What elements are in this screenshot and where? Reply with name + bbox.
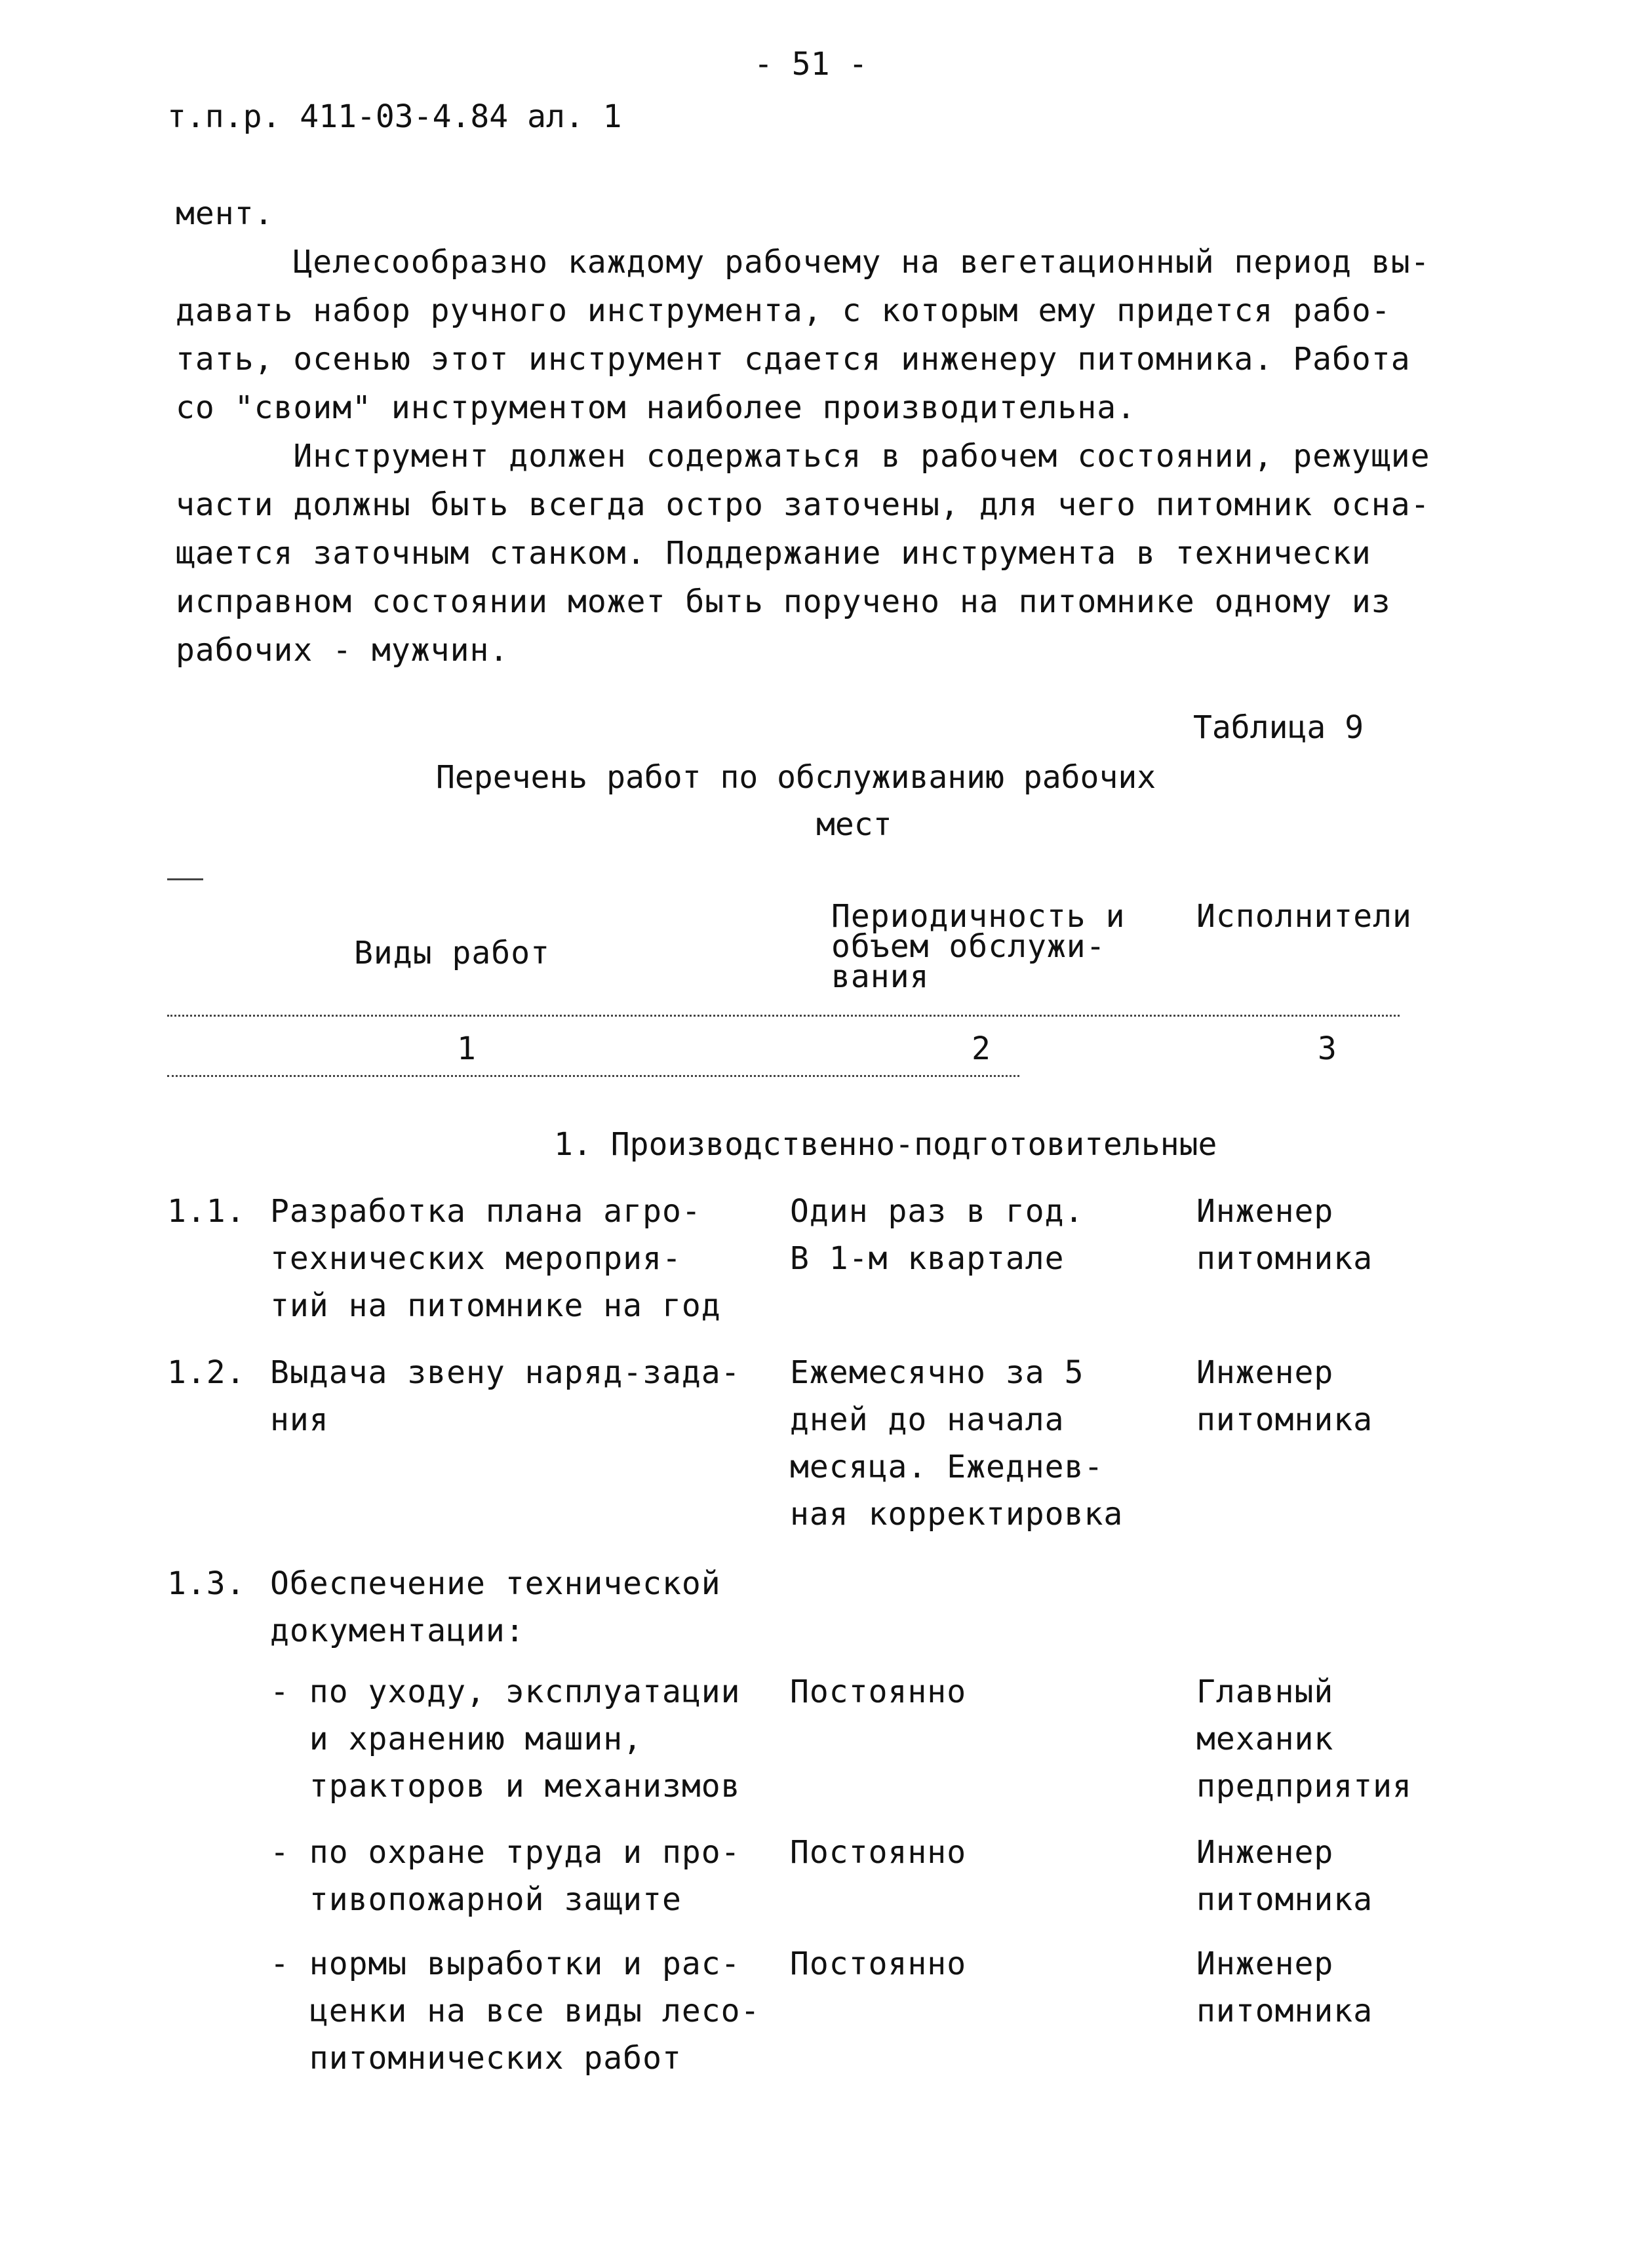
work-type: Выдача звену наряд-зада- ния <box>270 1354 741 1438</box>
periodicity: Постоянно <box>790 1834 967 1871</box>
header-periodicity: Периодичность и объем обслужи- вания <box>831 898 1126 995</box>
executor: Главный механик предприятия <box>1196 1673 1412 1805</box>
header-rule <box>167 1015 1400 1017</box>
body-line: щается заточным станком. Поддержание инструмента в технически <box>176 535 1371 572</box>
header-executors: Исполнители <box>1196 898 1412 935</box>
section-title: 1. Производственно-подготовительные <box>554 1126 1217 1163</box>
header-work-types: Виды работ <box>354 935 550 971</box>
page-number: - 51 - <box>754 46 868 83</box>
column-number-2: 2 <box>972 1030 991 1067</box>
row-number: 1.2. <box>167 1354 246 1391</box>
periodicity: Ежемесячно за 5 дней до начала месяца. Ежеднев- ная корректировка <box>790 1354 1124 1533</box>
body-line: со "своим" инструментом наиболее производительна. <box>176 389 1137 426</box>
table-title: Перечень работ по обслуживанию рабочих <box>436 759 1156 796</box>
column-number-rule <box>167 1075 1019 1077</box>
table-label: Таблица 9 <box>1193 709 1364 746</box>
executor: Инженер питомника <box>1196 1354 1373 1438</box>
body-line: Целесообразно каждому рабочему на вегетационный период вы- <box>176 244 1430 281</box>
body-line: мент. <box>176 195 274 232</box>
document-reference: т.п.р. 411-03-4.84 ал. 1 <box>167 98 622 135</box>
work-type: - по уходу, эксплуатации и хранению машин, тракторов и механизмов <box>270 1673 741 1805</box>
column-number-3: 3 <box>1318 1030 1337 1067</box>
table-top-rule <box>167 878 203 880</box>
column-number-1: 1 <box>457 1030 476 1067</box>
row-number: 1.3. <box>167 1565 246 1602</box>
executor: Инженер питомника <box>1196 1945 1373 2029</box>
periodicity: Постоянно <box>790 1673 967 1710</box>
body-line: давать набор ручного инструмента, с которым ему придется рабо- <box>176 292 1391 329</box>
executor: Инженер питомника <box>1196 1193 1373 1277</box>
work-type: - нормы выработки и рас- ценки на все виды лесо- питомнических работ <box>270 1945 760 2077</box>
body-line: исправном состоянии может быть поручено на питомнике одному из <box>176 583 1391 620</box>
periodicity: Один раз в год. В 1-м квартале <box>790 1193 1084 1277</box>
executor: Инженер питомника <box>1196 1834 1373 1918</box>
work-type: Разработка плана агро- технических мероприя- тий на питомнике на год <box>270 1193 721 1324</box>
work-type: Обеспечение технической документации: <box>270 1565 721 1649</box>
body-line: рабочих - мужчин. <box>176 632 509 669</box>
table-title-continued: мест <box>816 806 892 843</box>
body-line: части должны быть всегда остро заточены, для чего питомник осна- <box>176 486 1430 523</box>
body-line: Инструмент должен содержаться в рабочем состоянии, режущие <box>176 438 1430 475</box>
work-type: - по охране труда и про- тивопожарной защите <box>270 1834 741 1918</box>
periodicity: Постоянно <box>790 1945 967 1982</box>
row-number: 1.1. <box>167 1193 246 1230</box>
body-line: тать, осенью этот инструмент сдается инженеру питомника. Работа <box>176 341 1411 378</box>
